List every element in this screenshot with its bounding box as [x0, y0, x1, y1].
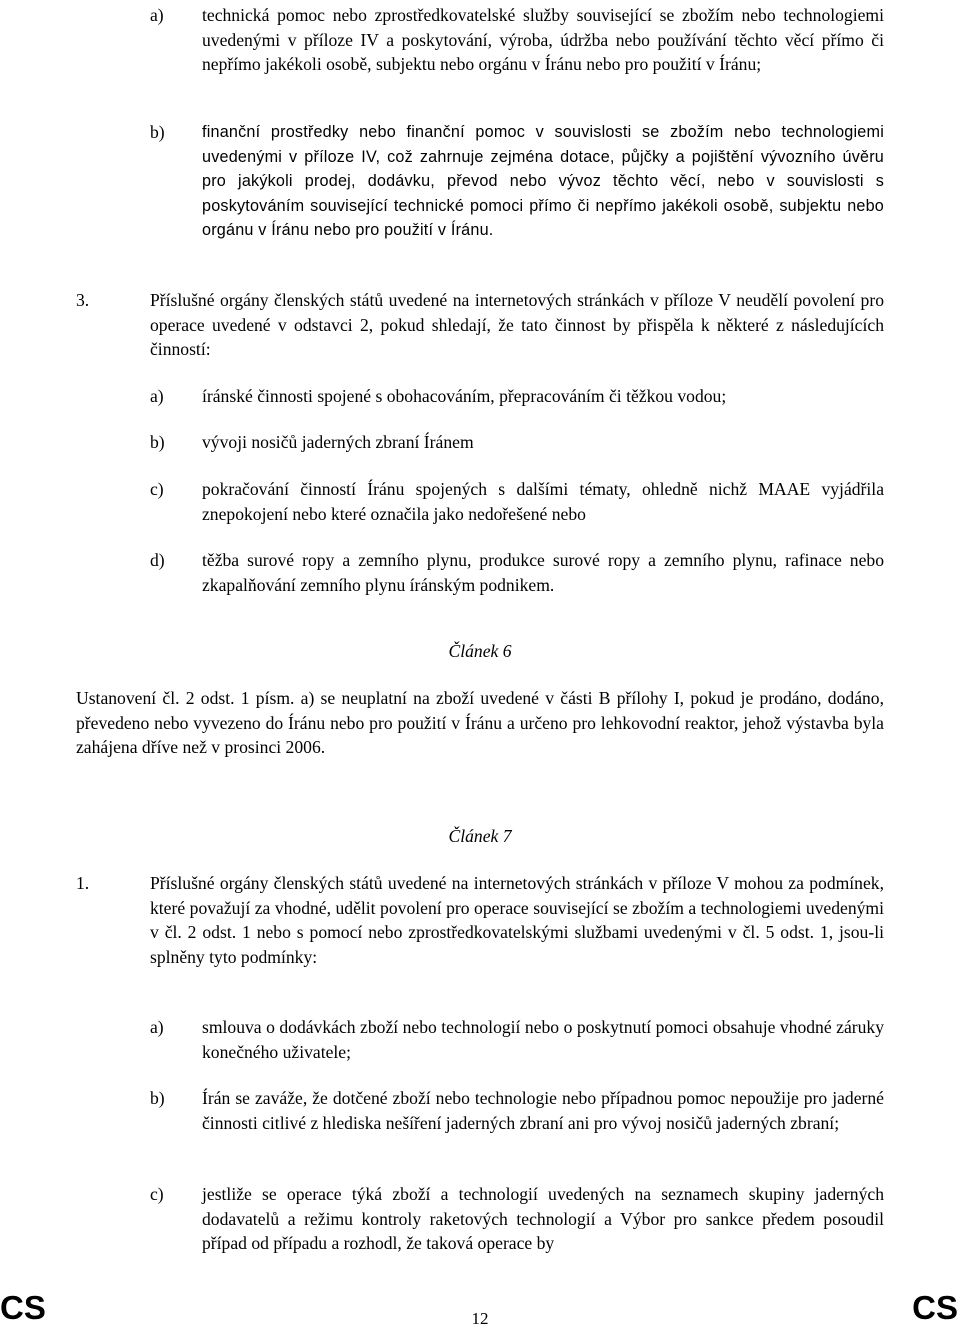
- item-text: finanční prostředky nebo finanční pomoc v souvislosti se zbožím nebo technologiemi uvedenými v příloze IV, což zahrnuje zejména dotace, půjčky a pojištění vývozního úvěru pro jakýkoli prodej, dodávku, převod nebo vývoz těchto věcí, nebo v souvislosti s poskytováním související technické pomoci přímo či nepřímo jakékoli osobě, subjektu nebo orgánu v Íránu nebo pro použití v Íránu.: [202, 123, 884, 239]
- paragraph-number: 1.: [76, 873, 90, 893]
- article-7-heading: Článek 7: [448, 826, 512, 846]
- item-text: pokračování činností Íránu spojených s dalšími tématy, ohledně nichž MAAE vyjádřila znepokojení nebo které označila jako nedořešené nebo: [202, 479, 884, 524]
- paragraph-text: Příslušné orgány členských států uvedené na internetových stránkách v příloze V neudělí povolení pro operace uvedené v odstavci 2, pokud shledají, že tato činnost by přispěla k některé z následujících činností:: [150, 290, 884, 359]
- item-label: d): [150, 550, 165, 570]
- item-text: Írán se zaváže, že dotčené zboží nebo technologie nebo případnou pomoc nepoužije pro jaderné činnosti citlivé z hlediska nešíření jaderných zbraní ani pro vývoj nosičů jaderných zbraní;: [202, 1088, 884, 1133]
- item-text: technická pomoc nebo zprostředkovatelské služby související se zbožím nebo technologiemi uvedenými v příloze IV a poskytování, výroba, údržba nebo používání těchto věcí přímo či nepřímo jakékoli osobě, subjektu nebo orgánu v Íránu nebo pro použití v Íránu;: [202, 5, 884, 74]
- item-label: a): [150, 5, 164, 25]
- paragraph-number: 3.: [76, 290, 90, 310]
- item-text: jestliže se operace týká zboží a technologií uvedených na seznamech skupiny jaderných dodavatelů a režimu kontroly raketových technologií a Výbor pro sankce předem posoudil případ od případu a rozhodl, že taková operace by: [202, 1184, 884, 1253]
- item-label: c): [150, 1184, 164, 1204]
- footer-language-left: CS: [0, 1289, 46, 1326]
- footer-language-right: CS: [912, 1289, 958, 1326]
- page-number: 12: [471, 1309, 489, 1328]
- item-text: těžba surové ropy a zemního plynu, produkce surové ropy a zemního plynu, rafinace nebo zkapalňování zemního plynu íránským podnikem.: [202, 550, 884, 595]
- item-label: b): [150, 1088, 165, 1108]
- article-6-heading: Článek 6: [448, 641, 512, 661]
- item-label: b): [150, 432, 165, 452]
- item-text: íránské činnosti spojené s obohacováním, přepracováním či těžkou vodou;: [202, 386, 727, 406]
- item-text: smlouva o dodávkách zboží nebo technologií nebo o poskytnutí pomoci obsahuje vhodné záruky konečného uživatele;: [202, 1017, 884, 1062]
- article-6-text: Ustanovení čl. 2 odst. 1 písm. a) se neuplatní na zboží uvedené v části B přílohy I, pokud je prodáno, dodáno, převedeno nebo vyvezeno do Íránu nebo pro použití v Íránu a určeno pro lehkovodní reaktor, jehož výstavba byla zahájena dříve než v prosinci 2006.: [76, 688, 884, 757]
- item-label: a): [150, 1017, 164, 1037]
- item-label: c): [150, 479, 164, 499]
- item-text: vývoji nosičů jaderných zbraní Íránem: [202, 432, 474, 452]
- item-label: b): [150, 122, 165, 142]
- paragraph-text: Příslušné orgány členských států uvedené na internetových stránkách v příloze V mohou za podmínek, které považují za vhodné, udělit povolení pro operace související se zbožím a technologiemi uvedenými v čl. 2 odst. 1 nebo s pomocí nebo zprostředkovatelskými službami uvedenými v čl. 5 odst. 1, jsou-li splněny tyto podmínky:: [150, 873, 884, 967]
- item-label: a): [150, 386, 164, 406]
